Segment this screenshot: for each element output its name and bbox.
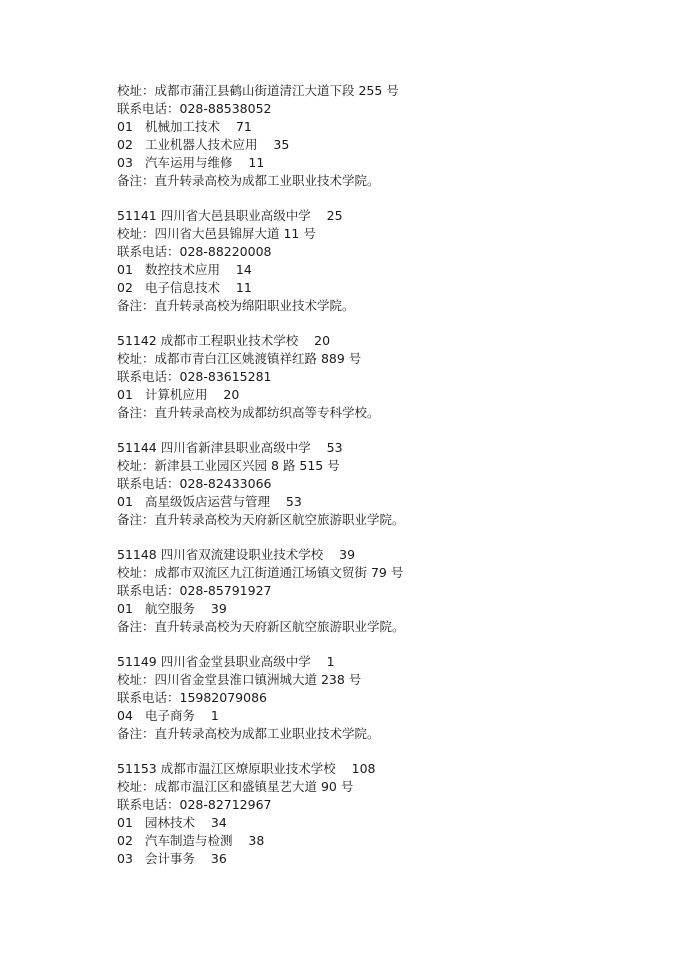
- school-note: 备注：直升转录高校为绵阳职业技术学院。: [117, 298, 355, 313]
- major-code: 02: [117, 280, 133, 295]
- major-code: 01: [117, 815, 133, 830]
- major-row: [117, 707, 657, 725]
- school-address: 校址：四川省金堂县淮口镇洲城大道 238 号: [117, 672, 362, 687]
- major-row: [117, 600, 657, 618]
- major-count: 71: [235, 119, 252, 134]
- major-row: [117, 850, 657, 868]
- major-row: [117, 136, 657, 154]
- major-count: 20: [223, 387, 240, 402]
- major-count: 53: [285, 494, 302, 509]
- major-code: 04: [117, 708, 133, 723]
- major-code: 01: [117, 601, 133, 616]
- major-code: 02: [117, 137, 133, 152]
- school-phone: 联系电话：028-88538052: [117, 101, 272, 116]
- major-count: 11: [235, 280, 252, 295]
- school-header: 51144 四川省新津县职业高级中学 53: [117, 440, 343, 455]
- major-code: 01: [117, 119, 133, 134]
- major-code: 03: [117, 851, 133, 866]
- major-row: [117, 832, 657, 850]
- school-note: 备注：直升转录高校为天府新区航空旅游职业学院。: [117, 512, 405, 527]
- school-address: 校址：成都市双流区九江街道通江场镇文贸街 79 号: [117, 565, 404, 580]
- major-count: 38: [248, 833, 265, 848]
- major-name: 航空服务: [145, 601, 196, 616]
- document-page: [117, 82, 657, 868]
- school-phone: 联系电话：028-82712967: [117, 797, 272, 812]
- school-header: 51153 成都市温江区燎原职业技术学校 108: [117, 761, 376, 776]
- school-block: [117, 439, 657, 529]
- school-block: [117, 332, 657, 422]
- school-note: 备注：直升转录高校为天府新区航空旅游职业学院。: [117, 619, 405, 634]
- school-header: 51148 四川省双流建设职业技术学校 39: [117, 547, 356, 562]
- major-row: [117, 493, 657, 511]
- major-code: 01: [117, 494, 133, 509]
- major-code: 02: [117, 833, 133, 848]
- major-count: 35: [273, 137, 290, 152]
- school-address: 校址：成都市青白江区姚渡镇祥红路 889 号: [117, 351, 362, 366]
- major-name: 机械加工技术: [145, 119, 221, 134]
- major-code: 01: [117, 387, 133, 402]
- major-count: 14: [235, 262, 252, 277]
- major-name: 电子信息技术: [145, 280, 221, 295]
- major-name: 园林技术: [145, 815, 196, 830]
- major-row: [117, 279, 657, 297]
- school-note: 备注：直升转录高校为成都工业职业技术学院。: [117, 173, 380, 188]
- major-name: 高星级饭店运营与管理: [145, 494, 271, 509]
- major-name: 汽车制造与检测: [145, 833, 233, 848]
- major-name: 计算机应用: [145, 387, 208, 402]
- major-name: 工业机器人技术应用: [145, 137, 258, 152]
- school-address: 校址：成都市蒲江县鹤山街道清江大道下段 255 号: [117, 83, 399, 98]
- major-row: [117, 261, 657, 279]
- school-block: [117, 207, 657, 315]
- major-count: 1: [210, 708, 219, 723]
- school-address: 校址：新津县工业园区兴园 8 路 515 号: [117, 458, 340, 473]
- school-block: [117, 653, 657, 743]
- major-name: 数控技术应用: [145, 262, 221, 277]
- school-phone: 联系电话：028-88220008: [117, 244, 272, 259]
- school-block: [117, 760, 657, 868]
- major-count: 39: [210, 601, 227, 616]
- school-address: 校址：成都市温江区和盛镇星艺大道 90 号: [117, 779, 354, 794]
- major-name: 会计事务: [145, 851, 196, 866]
- major-name: 汽车运用与维修: [145, 155, 233, 170]
- major-count: 36: [210, 851, 227, 866]
- school-address: 校址：四川省大邑县锦屏大道 11 号: [117, 226, 316, 241]
- major-row: [117, 386, 657, 404]
- school-note: 备注：直升转录高校为成都纺织高等专科学校。: [117, 405, 380, 420]
- major-count: 34: [210, 815, 227, 830]
- school-block: [117, 546, 657, 636]
- school-header: 51142 成都市工程职业技术学校 20: [117, 333, 331, 348]
- major-row: [117, 814, 657, 832]
- major-code: 01: [117, 262, 133, 277]
- school-header: 51149 四川省金堂县职业高级中学 1: [117, 654, 335, 669]
- major-code: 03: [117, 155, 133, 170]
- school-header: 51141 四川省大邑县职业高级中学 25: [117, 208, 343, 223]
- school-note: 备注：直升转录高校为成都工业职业技术学院。: [117, 726, 380, 741]
- school-phone: 联系电话：028-85791927: [117, 583, 272, 598]
- major-row: [117, 118, 657, 136]
- school-block: [117, 82, 657, 190]
- school-phone: 联系电话：028-83615281: [117, 369, 272, 384]
- school-phone: 联系电话：15982079086: [117, 690, 267, 705]
- major-name: 电子商务: [145, 708, 196, 723]
- school-phone: 联系电话：028-82433066: [117, 476, 272, 491]
- major-row: [117, 154, 657, 172]
- major-count: 11: [248, 155, 265, 170]
